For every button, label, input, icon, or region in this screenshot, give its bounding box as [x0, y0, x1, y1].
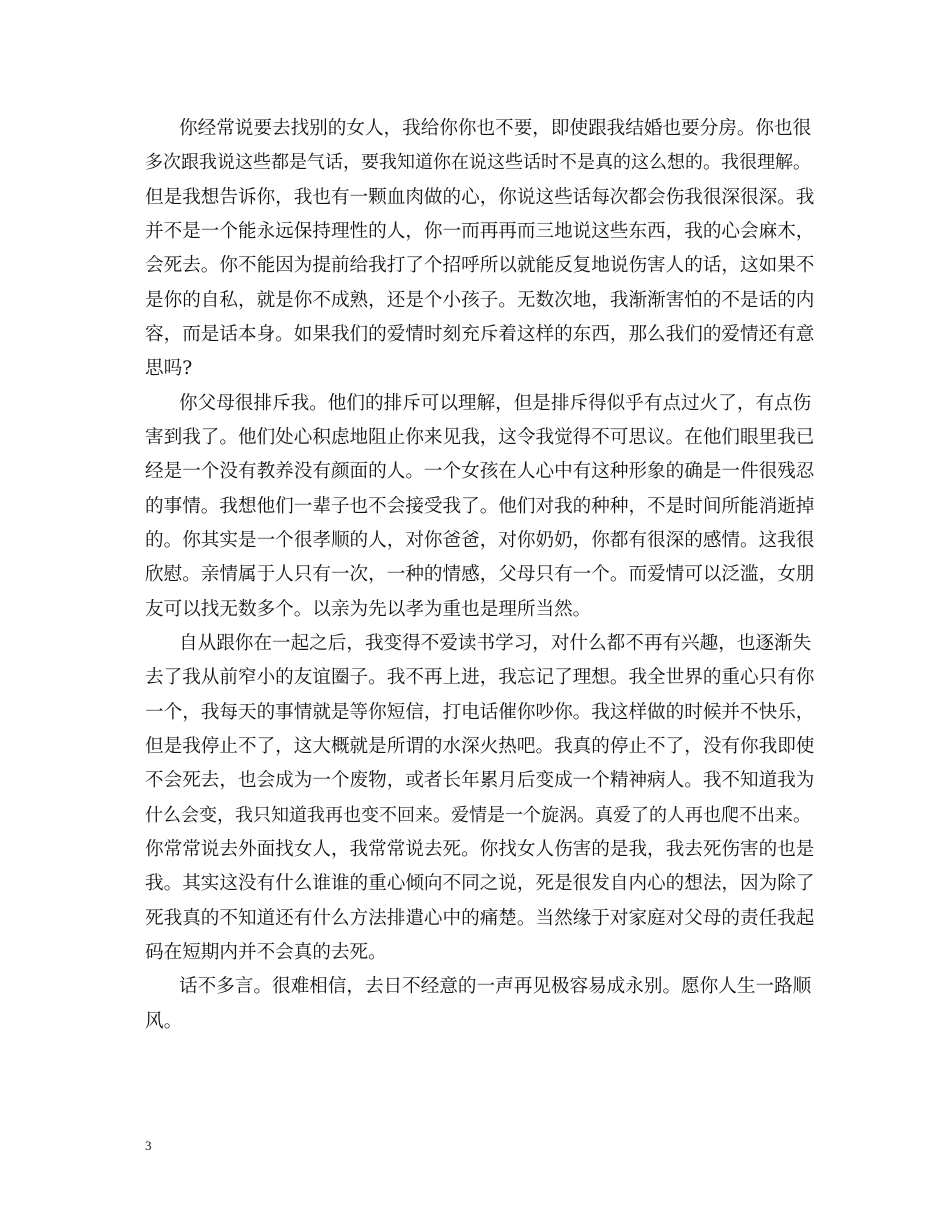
paragraph-4-line: 风。 — [145, 1011, 183, 1032]
paragraph-2-line: 的。你其实是一个很孝顺的人，对你爸爸，对你奶奶，你都有很深的感情。这我很 — [145, 530, 815, 551]
paragraph-3-line: 自从跟你在一起之后，我变得不爱读书学习，对什么都不再有兴趣，也逐渐失 — [179, 633, 812, 654]
paragraph-1-line: 会死去。你不能因为提前给我打了个招呼所以就能反复地说伤害人的话，这如果不 — [145, 255, 815, 276]
paragraph-1-line: 并不是一个能永远保持理性的人，你一而再再而三地说这些东西，我的心会麻木， — [145, 221, 815, 242]
paragraph-3-line: 一个，我每天的事情就是等你短信，打电话催你吵你。我这样做的时候并不快乐， — [145, 702, 815, 723]
paragraph-1-line: 是你的自私，就是你不成熟，还是个小孩子。无数次地，我渐渐害怕的不是话的内 — [145, 290, 815, 311]
paragraph-3-line: 码在短期内并不会真的去死。 — [145, 942, 387, 963]
paragraph-2-line: 经是一个没有教养没有颜面的人。一个女孩在人心中有这种形象的确是一件很残忍 — [145, 461, 815, 482]
paragraph-1-line: 思吗? — [145, 358, 193, 379]
page-number: 3 — [145, 1138, 152, 1153]
paragraph-1-line: 但是我想告诉你，我也有一颗血肉做的心，你说这些话每次都会伤我很深很深。我 — [145, 187, 815, 208]
paragraph-2-line: 害到我了。他们处心积虑地阻止你来见我，这令我觉得不可思议。在他们眼里我已 — [145, 427, 815, 448]
paragraph-2-line: 友可以找无数多个。以亲为先以孝为重也是理所当然。 — [145, 599, 592, 620]
paragraph-3-line: 不会死去，也会成为一个废物，或者长年累月后变成一个精神病人。我不知道我为 — [145, 770, 815, 791]
paragraph-3-line: 你常常说去外面找女人，我常常说去死。你找女人伤害的是我，我去死伤害的也是 — [145, 839, 815, 860]
paragraph-3-line: 死我真的不知道还有什么方法排遣心中的痛楚。当然缘于对家庭对父母的责任我起 — [145, 908, 815, 929]
paragraph-2-line: 欣慰。亲情属于人只有一次，一种的情感，父母只有一个。而爱情可以泛滥，女朋 — [145, 564, 815, 585]
paragraph-1-line: 多次跟我说这些都是气话，要我知道你在说这些话时不是真的这么想的。我很理解。 — [145, 152, 811, 173]
paragraph-1-line: 你经常说要去找别的女人，我给你你也不要，即使跟我结婚也要分房。你也很 — [179, 118, 812, 139]
paragraph-2-line: 的事情。我想他们一辈子也不会接受我了。他们对我的种种，不是时间所能消逝掉 — [145, 496, 815, 517]
paragraph-3-line: 什么会变，我只知道我再也变不回来。爱情是一个旋涡。真爱了的人再也爬不出来。 — [145, 805, 811, 826]
paragraph-3-line: 去了我从前窄小的友谊圈子。我不再上进，我忘记了理想。我全世界的重心只有你 — [145, 667, 815, 688]
paragraph-3-line: 但是我停止不了，这大概就是所谓的水深火热吧。我真的停止不了，没有你我即使 — [145, 736, 815, 757]
paragraph-4-line: 话不多言。很难相信，去日不经意的一声再见极容易成永别。愿你人生一路顺 — [179, 976, 812, 997]
paragraph-3-line: 我。其实这没有什么谁谁的重心倾向不同之说，死是很发自内心的想法，因为除了 — [145, 873, 815, 894]
paragraph-1-line: 容，而是话本身。如果我们的爱情时刻充斥着这样的东西，那么我们的爱情还有意 — [145, 324, 815, 345]
paragraph-2-line: 你父母很排斥我。他们的排斥可以理解，但是排斥得似乎有点过火了，有点伤 — [179, 393, 812, 414]
